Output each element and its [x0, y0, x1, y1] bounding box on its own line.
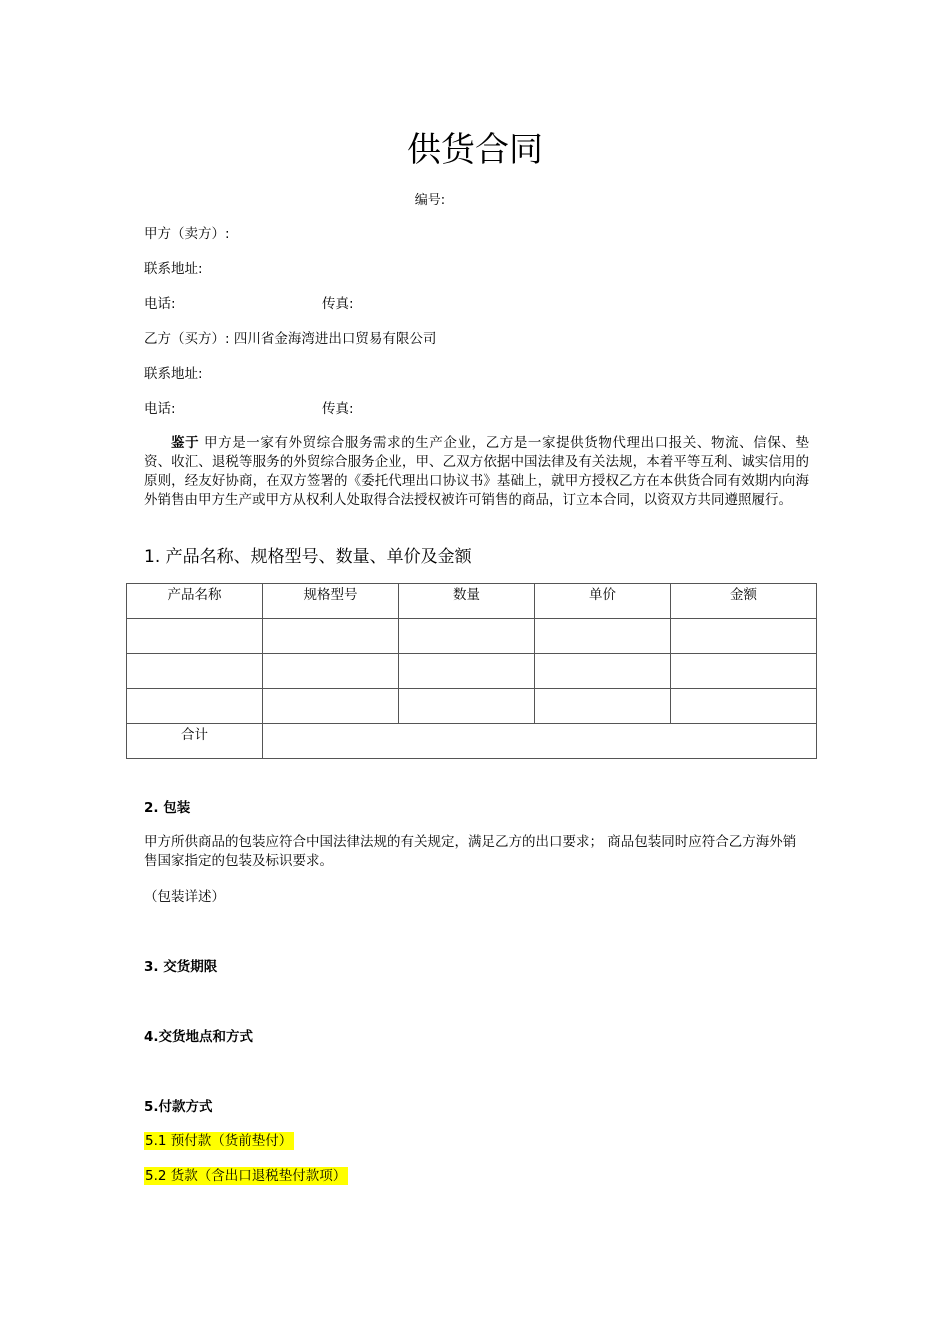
table-cell[interactable] — [127, 689, 263, 724]
table-cell[interactable] — [399, 654, 535, 689]
section1-heading: 1. 产品名称、规格型号、数量、单价及金额 — [144, 547, 472, 567]
table-cell[interactable] — [535, 619, 671, 654]
product-table — [126, 583, 817, 759]
party-b-fax-label: 传真: — [322, 401, 354, 417]
party-a-fax-label: 传真: — [322, 296, 354, 312]
table-cell[interactable] — [263, 619, 399, 654]
table-cell[interactable] — [671, 619, 817, 654]
total-value-cell[interactable] — [263, 724, 817, 759]
whereas-lead: 鉴于 — [171, 435, 200, 451]
payment-item-goods-payment — [144, 1166, 348, 1186]
table-row — [127, 689, 817, 724]
party-b-phone-label: 电话: — [144, 401, 176, 417]
table-cell[interactable] — [399, 689, 535, 724]
packaging-detail: （包装详述） — [144, 889, 225, 905]
party-b-address-label: 联系地址: — [144, 366, 203, 382]
column-header-unit-price: 单价 — [535, 584, 671, 619]
section3-heading: 3. 交货期限 — [144, 959, 218, 975]
table-cell[interactable] — [127, 619, 263, 654]
highlighted-text: 5.1 预付款（货前垫付） — [145, 1133, 293, 1149]
total-label-cell: 合计 — [127, 724, 263, 759]
payment-item-prepayment — [144, 1131, 294, 1151]
section4-heading: 4.交货地点和方式 — [144, 1029, 254, 1045]
contract-number-label: 编号: — [414, 193, 446, 208]
table-header-row — [127, 584, 817, 619]
table-row — [127, 654, 817, 689]
packaging-paragraph: 甲方所供商品的包装应符合中国法律法规的有关规定，满足乙方的出口要求； 商品包装同时应符合乙方海外销售国家指定的包装及标识要求。 — [144, 834, 797, 869]
table-cell[interactable] — [127, 654, 263, 689]
document-title: 供货合同 — [407, 130, 543, 170]
party-a-label: 甲方（卖方）: — [144, 226, 230, 242]
table-total-row — [127, 724, 817, 759]
column-header-spec-model: 规格型号 — [263, 584, 399, 619]
table-cell[interactable] — [671, 654, 817, 689]
party-a-address-label: 联系地址: — [144, 261, 203, 277]
highlighted-text: 5.2 货款（含出口退税垫付款项） — [145, 1168, 347, 1184]
section5-heading: 5.付款方式 — [144, 1099, 213, 1115]
table-cell[interactable] — [263, 654, 399, 689]
table-cell[interactable] — [535, 689, 671, 724]
table-row — [127, 619, 817, 654]
table-cell[interactable] — [399, 619, 535, 654]
table-cell[interactable] — [263, 689, 399, 724]
whereas-paragraph — [144, 434, 809, 510]
column-header-quantity: 数量 — [399, 584, 535, 619]
table-cell[interactable] — [535, 654, 671, 689]
column-header-amount: 金额 — [671, 584, 817, 619]
party-a-phone-label: 电话: — [144, 296, 176, 312]
section2-heading: 2. 包装 — [144, 800, 191, 816]
table-cell[interactable] — [671, 689, 817, 724]
party-b-label: 乙方（买方）: 四川省金海湾进出口贸易有限公司 — [144, 331, 437, 347]
column-header-product-name: 产品名称 — [127, 584, 263, 619]
whereas-text: 甲方是一家有外贸综合服务需求的生产企业，乙方是一家提供货物代理出口报关、物流、信保、垫资、收汇、退税等服务的外贸综合服务企业，甲、乙双方依据中国法律及有关法规，本着平等互利、诚实信用的原则，经友好协商，在双方签署的《委托代理出口协议书》基础上，就甲方授权乙方在本供货合同有效期内向海外销售由甲方生产或甲方从权利人处取得合法授权被许可销售的商品，订立本合同，以资双方共同遵照履行。 — [144, 435, 810, 508]
